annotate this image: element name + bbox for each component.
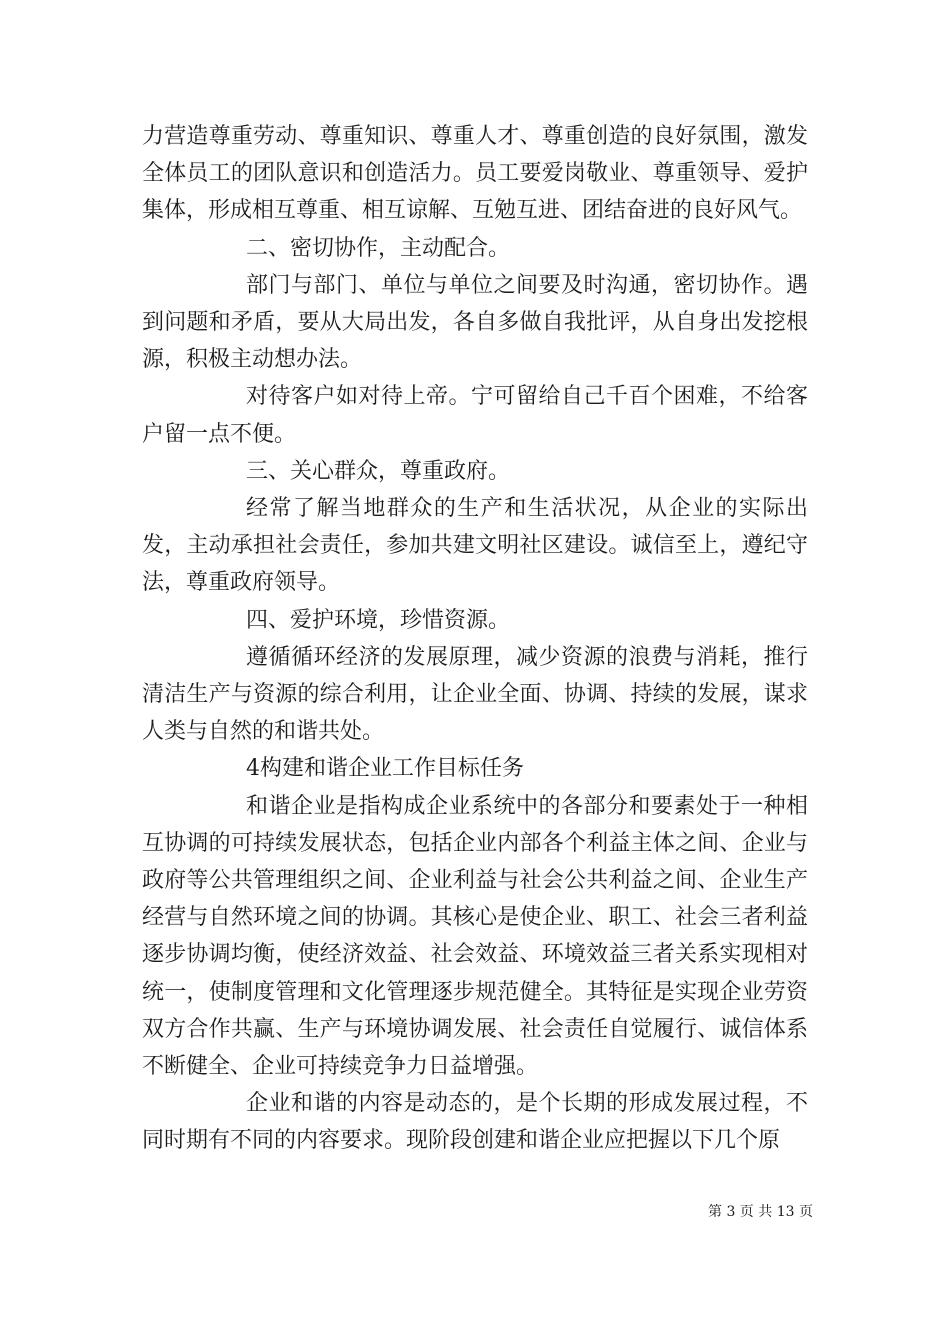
paragraph-5: 经常了解当地群众的生产和生活状况，从企业的实际出发，主动承担社会责任，参加共建文明社区建设。诚信至上，遵纪守法，尊重政府领导。 — [142, 496, 808, 596]
section-heading-3: 三、关心群众，尊重政府。 — [246, 458, 511, 484]
paragraph-10: 企业和谐的内容是动态的，是个长期的形成发展过程，不同时期有不同的内容要求。现阶段创建和谐企业应把握以下几个原 — [142, 1091, 808, 1154]
paragraph-3: 对待客户如对待上帝。宁可留给自己千百个困难，不给客户留一点不便。 — [142, 384, 808, 447]
section-heading-work-targets: 4构建和谐企业工作目标任务 — [246, 756, 524, 782]
section-heading-4: 四、爱护环境，珍惜资源。 — [246, 607, 511, 633]
page-number-footer: 第 3 页 共 13 页 — [708, 1204, 813, 1220]
paragraph-0: 力营造尊重劳动、尊重知识、尊重人才、尊重创造的良好氛围，激发全体员工的团队意识和创造活力。员工要爱岗敬业、尊重领导、爱护集体，形成相互尊重、相互谅解、互勉互进、团结奋进的良好风气。 — [142, 124, 808, 224]
document-body — [142, 118, 808, 1160]
paragraph-2: 部门与部门、单位与单位之间要及时沟通，密切协作。遇到问题和矛盾，要从大局出发，各自多做自我批评，从自身出发挖根源，积极主动想办法。 — [142, 272, 808, 373]
paragraph-7: 遵循循环经济的发展原理，减少资源的浪费与消耗，推行清洁生产与资源的综合利用，让企业全面、协调、持续的发展，谋求人类与自然的和谐共处。 — [142, 644, 808, 745]
paragraph-9: 和谐企业是指构成企业系统中的各部分和要素处于一种相互协调的可持续发展状态，包括企业内部各个利益主体之间、企业与政府等公共管理组织之间、企业利益与社会公共利益之间、企业生产经营与自然环境之间的协调。其核心是使企业、职工、社会三者利益逐步协调均衡，使经济效益、社会效益、环境效益三者关系实现相对统一，使制度管理和文化管理逐步规范健全。其特征是实现企业劳资双方合作共赢、生产与环境协调发展、社会责任自觉履行、诚信体系不断健全、企业可持续竞争力日益增强。 — [142, 793, 808, 1080]
section-heading-2: 二、密切协作，主动配合。 — [246, 235, 511, 261]
